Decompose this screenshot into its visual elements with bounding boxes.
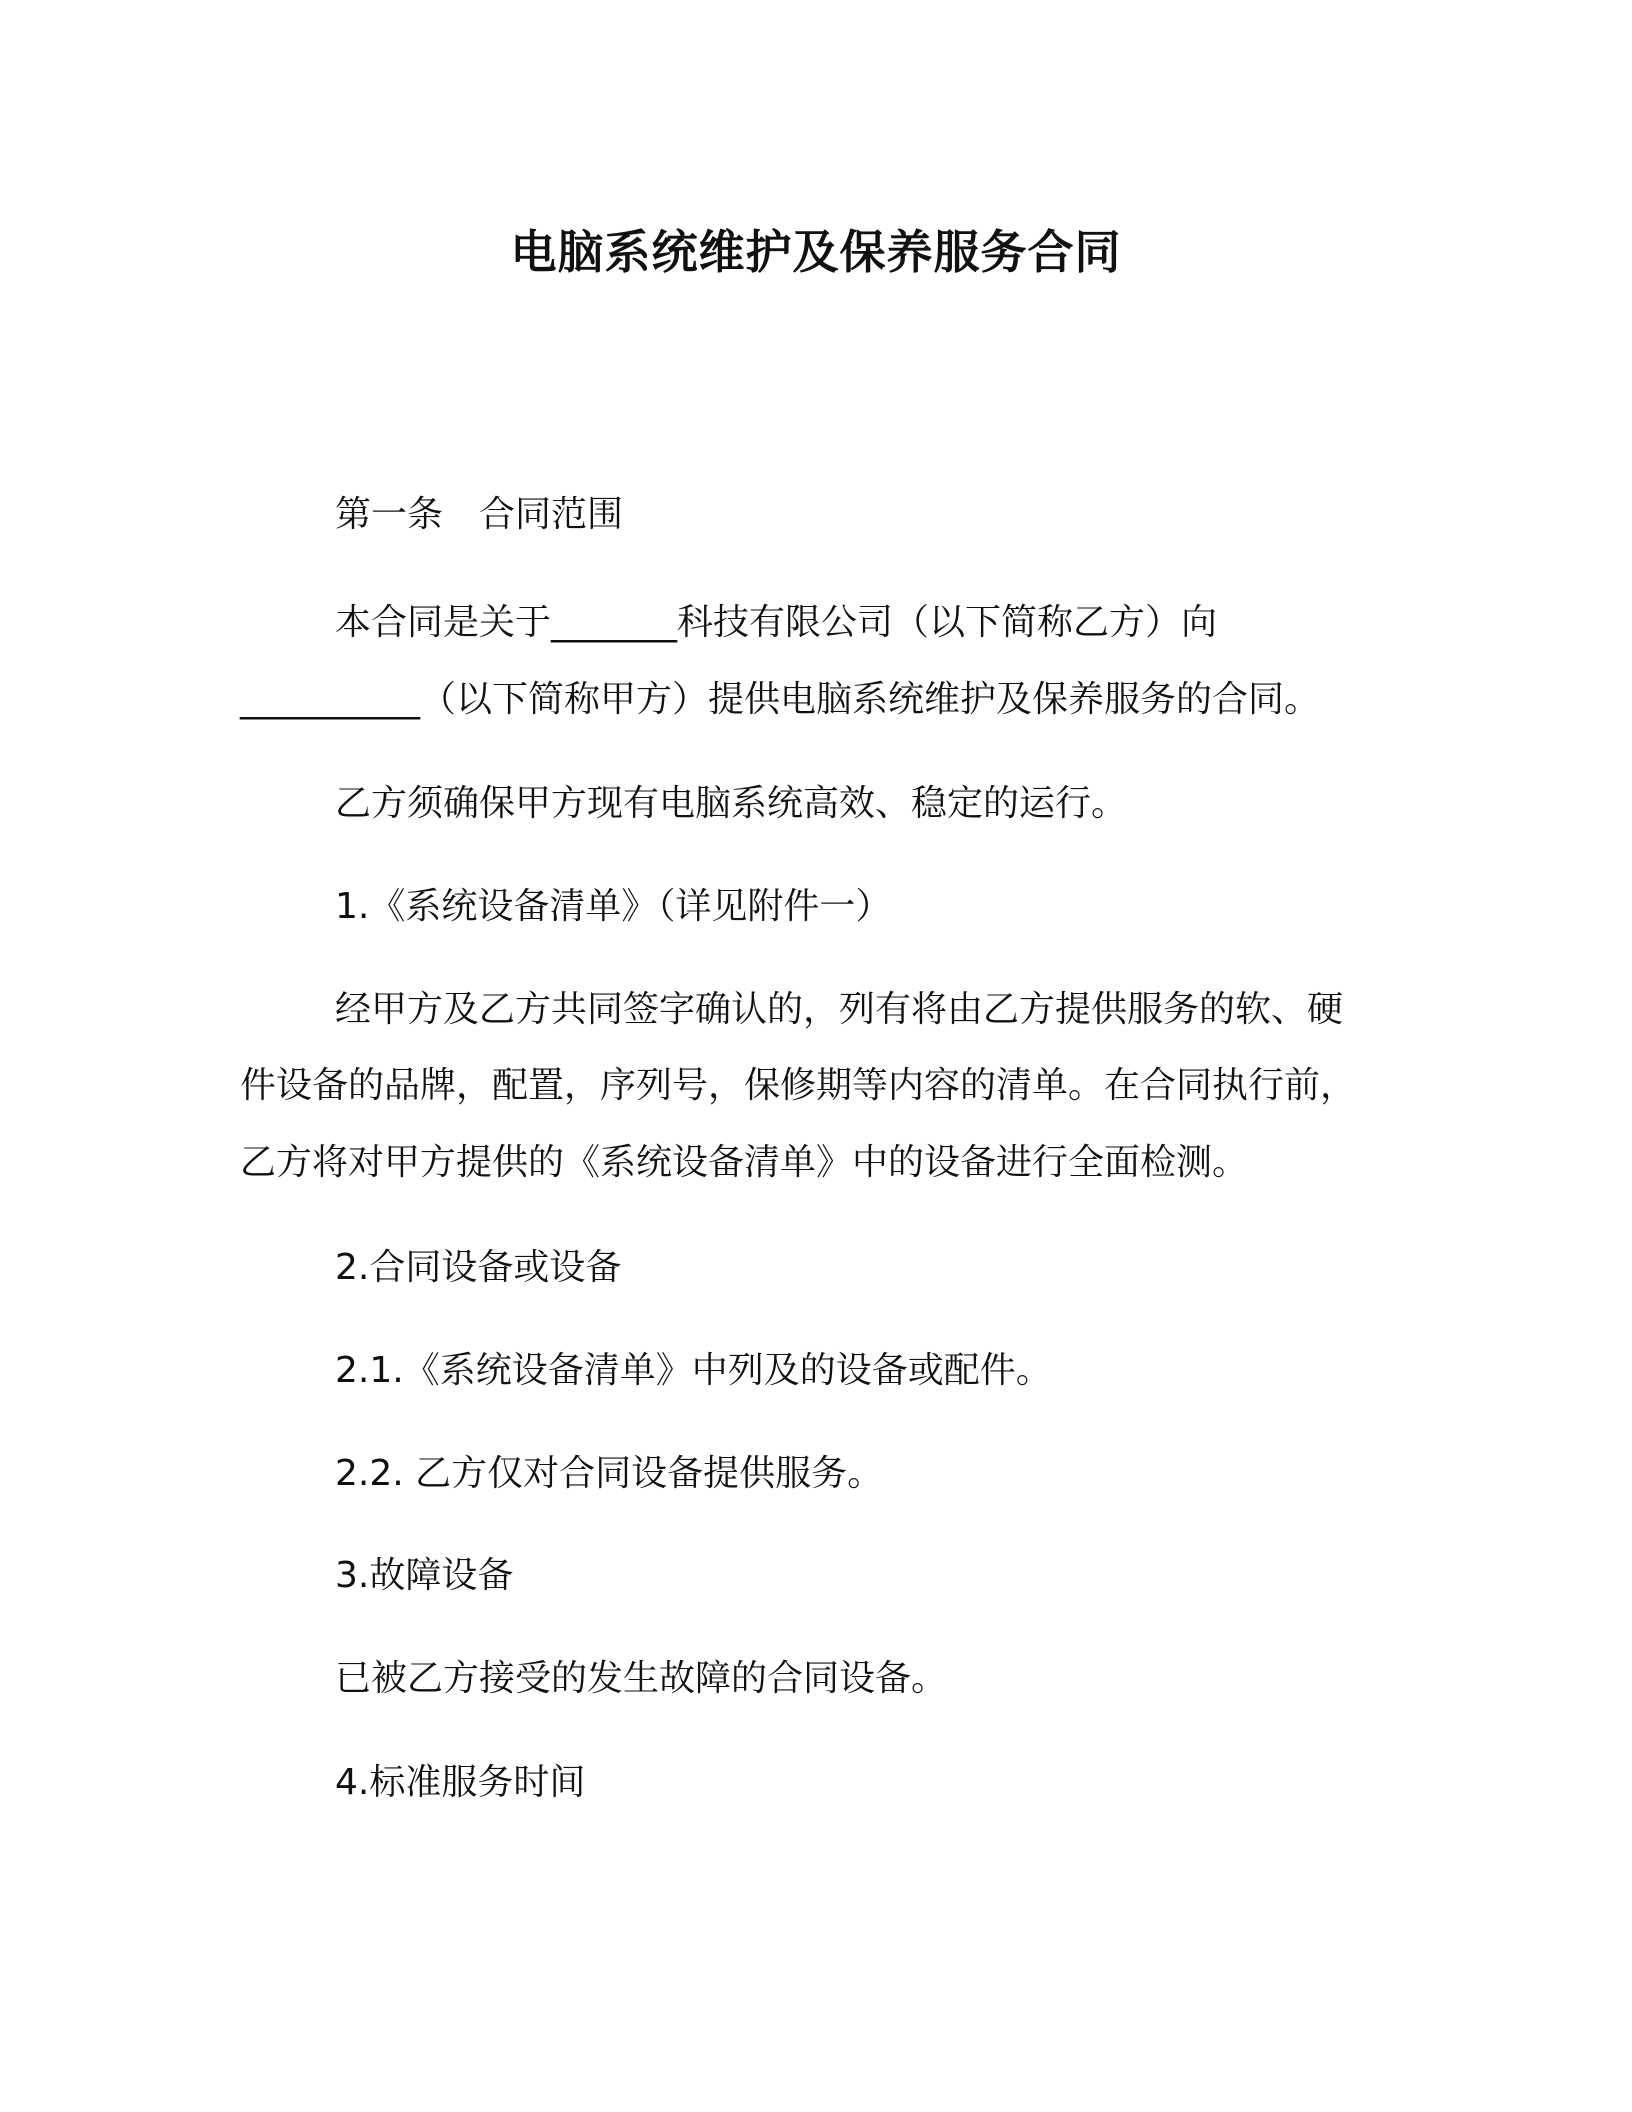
paragraph-line: 已被乙方接受的发生故障的合同设备。: [335, 1658, 948, 1699]
section-heading-article-1: 第一条 合同范围: [335, 494, 624, 535]
numbered-subitem: 2.1.《系统设备清单》中列及的设备或配件。: [335, 1350, 1052, 1391]
paragraph-line: 乙方须确保甲方现有电脑系统高效、稳定的运行。: [335, 783, 1128, 824]
paragraph-line: 本合同是关于_______科技有限公司（以下简称乙方）向: [335, 602, 1218, 643]
numbered-item-heading: 3.故障设备: [335, 1555, 514, 1596]
numbered-subitem: 2.2. 乙方仅对合同设备提供服务。: [335, 1453, 884, 1494]
numbered-item-heading: 4.标准服务时间: [335, 1762, 586, 1803]
numbered-item-heading: 2.合同设备或设备: [335, 1247, 622, 1288]
paragraph-line: 经甲方及乙方共同签字确认的，列有将由乙方提供服务的软、硬: [335, 989, 1344, 1030]
numbered-item-heading: 1.《系统设备清单》（详见附件一）: [335, 886, 892, 927]
paragraph-line: __________（以下简称甲方）提供电脑系统维护及保养服务的合同。: [240, 679, 1321, 720]
paragraph-line: 乙方将对甲方提供的《系统设备清单》中的设备进行全面检测。: [240, 1142, 1249, 1183]
document-title: 电脑系统维护及保养服务合同: [510, 225, 1122, 279]
paragraph-line: 件设备的品牌，配置，序列号，保修期等内容的清单。在合同执行前，: [240, 1065, 1357, 1106]
